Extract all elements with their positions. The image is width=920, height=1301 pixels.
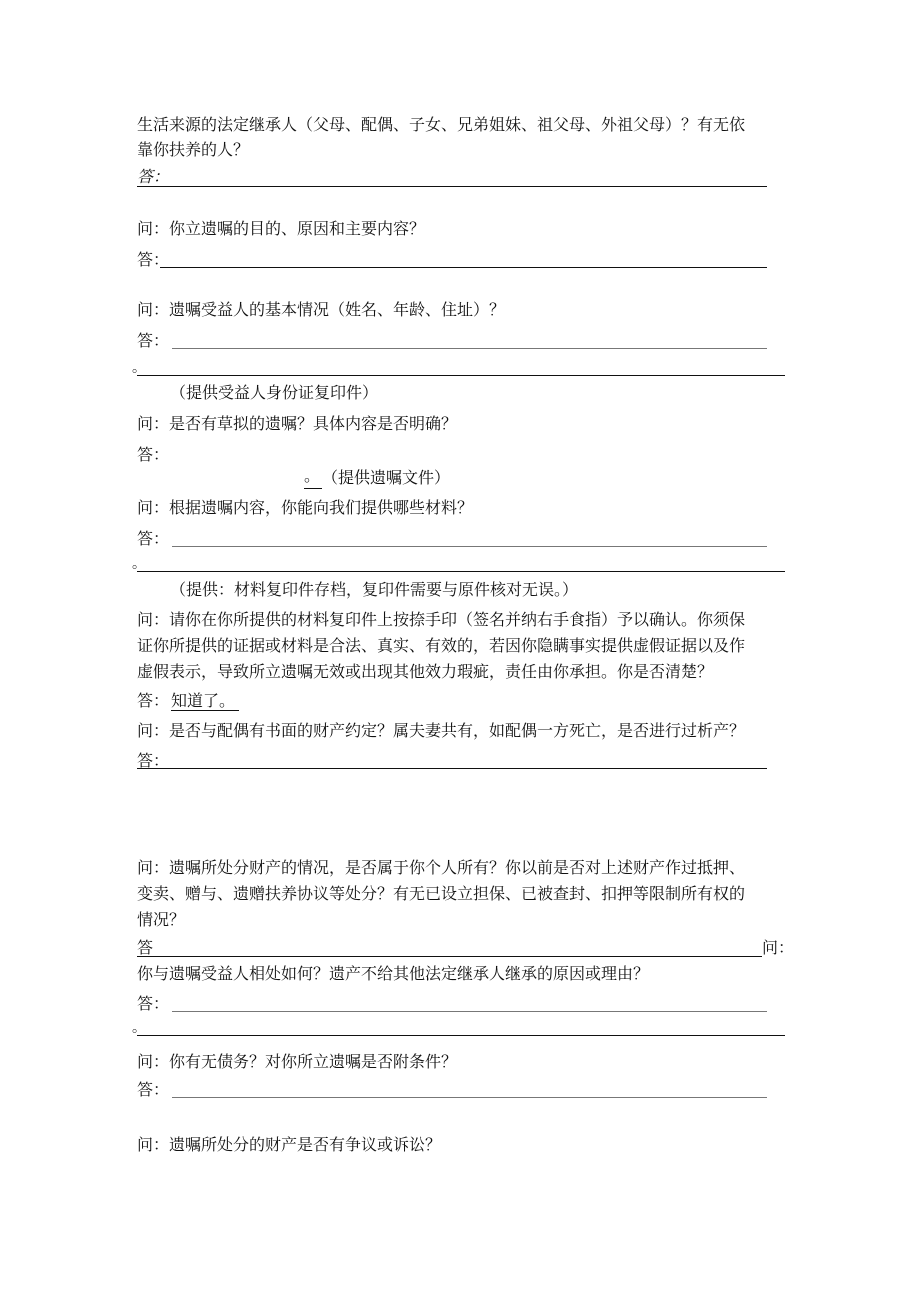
q3-note: （提供受益人身份证复印件） <box>170 383 379 402</box>
q3-answer-label: 答： <box>137 331 170 350</box>
q4-answer-label: 答： <box>137 445 170 464</box>
q4-period: 。 <box>304 466 321 485</box>
q8-answer-line[interactable] <box>137 956 762 957</box>
q5-answer-line2[interactable] <box>137 571 785 572</box>
q9-question: 你与遗嘱受益人相处如何？遗产不给其他法定继承人继承的原因或理由？ <box>137 964 650 983</box>
q6-answer-line[interactable] <box>171 710 239 711</box>
q6-question-line1: 问：请你在你所提供的材料复印件上按捺手印（签名并纳右手食指）予以确认。你须保 <box>137 610 746 629</box>
q1-question-line1: 生活来源的法定继承人（父母、配偶、子女、兄弟姐妹、祖父母、外祖父母）？有无依 <box>137 115 746 134</box>
q3-question: 问：遗嘱受益人的基本情况（姓名、年龄、住址）？ <box>137 300 506 319</box>
q2-answer-line[interactable] <box>160 267 767 268</box>
q7-question: 问：是否与配偶有书面的财产约定？属夫妻共有，如配偶一方死亡，是否进行过析产？ <box>137 721 746 740</box>
q4-note: （提供遗嘱文件） <box>322 468 451 487</box>
q7-answer-label: 答： <box>137 751 170 770</box>
q2-question: 问：你立遗嘱的目的、原因和主要内容？ <box>137 219 426 238</box>
q2-answer-label: 答： <box>137 250 170 269</box>
q8-question-line3: 情况？ <box>137 910 186 929</box>
q4-question: 问：是否有草拟的遗嘱？具体内容是否明确？ <box>137 414 458 433</box>
q5-answer-label: 答： <box>137 529 170 548</box>
q1-question-line2: 靠你扶养的人？ <box>137 140 250 159</box>
q1-answer-line[interactable] <box>137 186 767 187</box>
q8-question-line2: 变卖、赠与、遗赠扶养协议等处分？有无已设立担保、已被查封、扣押等限制所有权的 <box>137 884 746 903</box>
q9-answer-line[interactable] <box>172 1011 767 1012</box>
q5-answer-line[interactable] <box>172 546 767 547</box>
q8-question-line1: 问：遗嘱所处分财产的情况，是否属于你个人所有？你以前是否对上述财产作过抵押、 <box>137 858 746 877</box>
q11-question: 问：遗嘱所处分的财产是否有争议或诉讼？ <box>137 1135 442 1154</box>
q5-note: （提供：材料复印件存档，复印件需要与原件核对无误。） <box>170 580 579 599</box>
q1-answer-label: 答： <box>137 167 170 186</box>
q9-answer-line2[interactable] <box>137 1035 785 1036</box>
q8-answer-label: 答 <box>137 938 154 957</box>
q6-question-line2: 证你所提供的证据或材料是合法、真实、有效的，若因你隐瞒事实提供虚假证据以及作 <box>137 636 746 655</box>
q4-answer-line[interactable] <box>304 488 322 489</box>
q9-period: 。 <box>132 1020 146 1036</box>
q3-answer-line[interactable] <box>172 348 767 349</box>
q3-period: 。 <box>132 360 146 376</box>
q8-trailing: 问： <box>762 938 795 957</box>
q10-question: 问：你有无债务？对你所立遗嘱是否附条件？ <box>137 1052 458 1071</box>
q3-answer-line2[interactable] <box>137 375 785 376</box>
q10-answer-line[interactable] <box>172 1097 767 1098</box>
q7-answer-line[interactable] <box>137 768 767 769</box>
q6-answer: 知道了。 <box>171 691 236 710</box>
q9-answer-label: 答： <box>137 994 170 1013</box>
q10-answer-label: 答： <box>137 1080 170 1099</box>
q5-question: 问：根据遗嘱内容，你能向我们提供哪些材料？ <box>137 498 474 517</box>
q6-answer-label: 答： <box>137 691 170 710</box>
q6-question-line3: 虚假表示，导致所立遗嘱无效或出现其他效力瑕疵，责任由你承担。你是否清楚？ <box>137 662 714 681</box>
q5-period: 。 <box>132 556 146 572</box>
